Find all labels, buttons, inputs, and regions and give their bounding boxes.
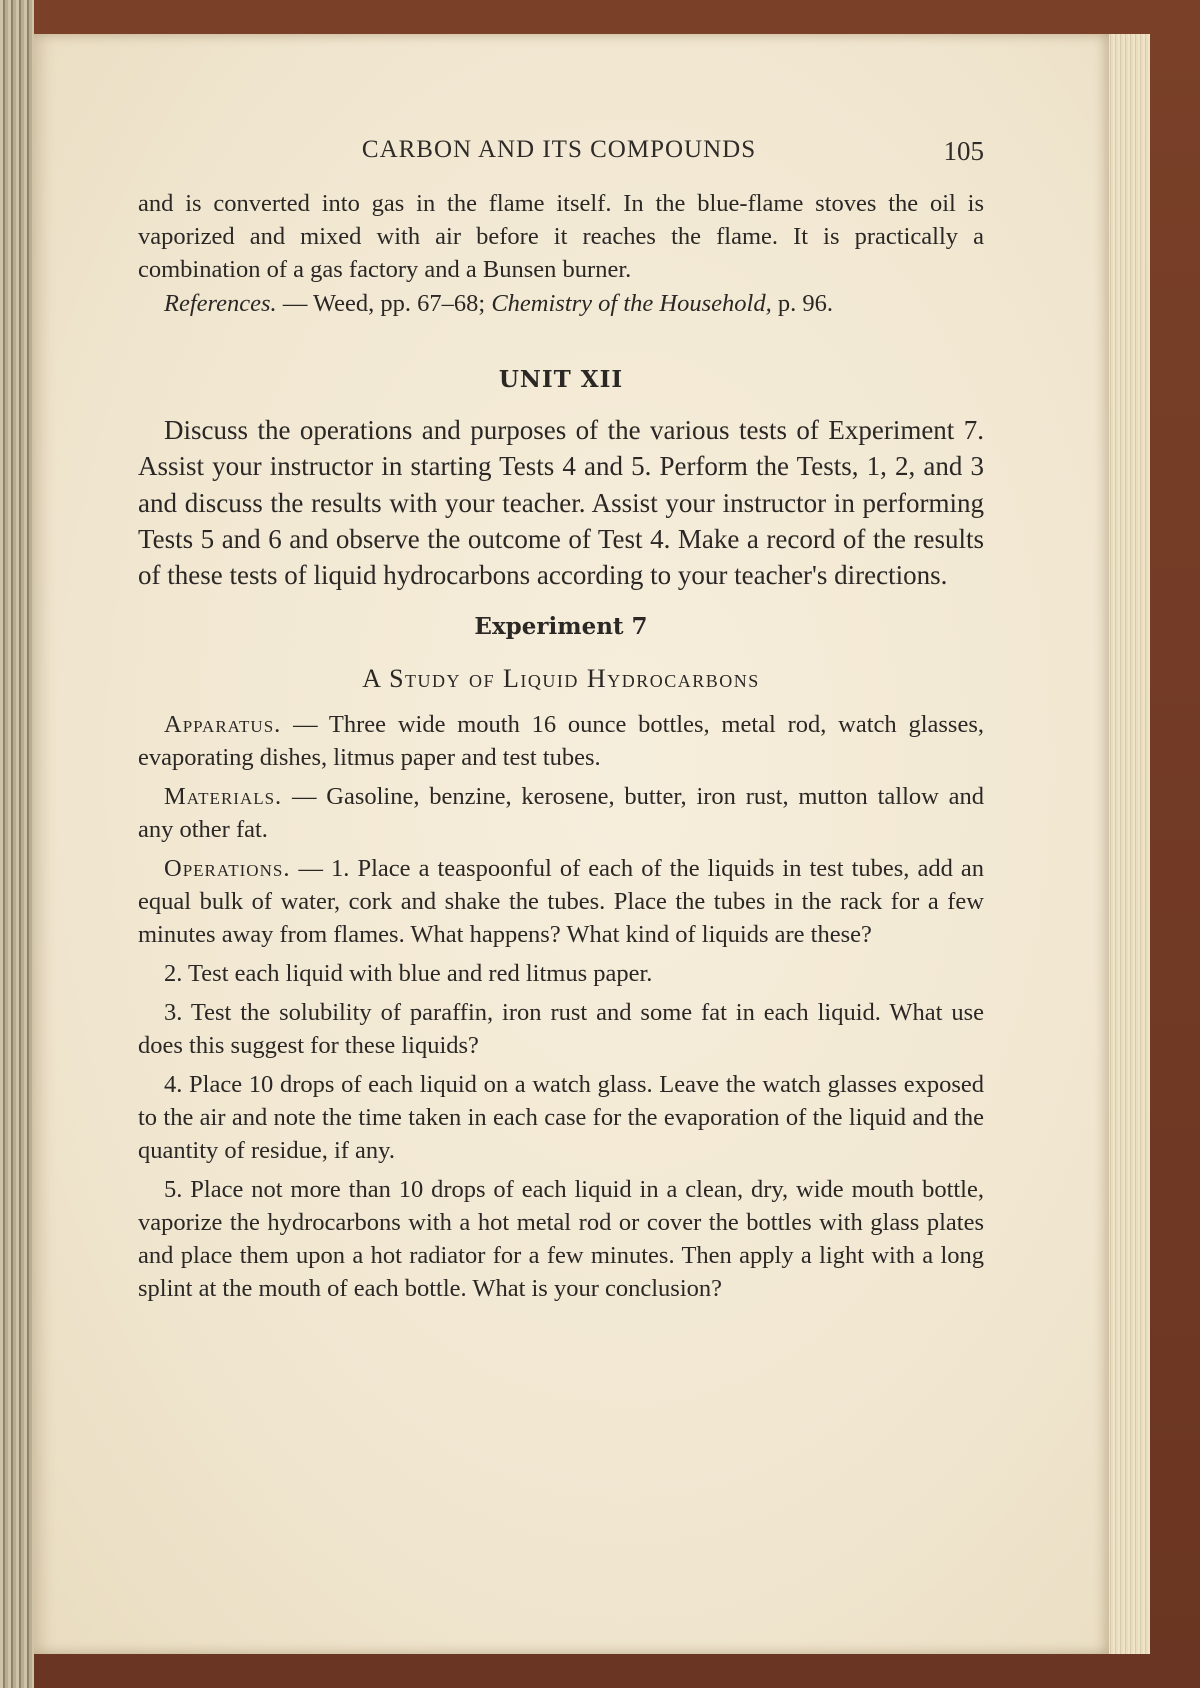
spine-edge [0,0,34,1688]
operation-step-3: 3. Test the solubility of paraffin, iron rust and some fat in each liquid. What use does this suggest for these liquids? [138,999,984,1060]
references-text-1: — Weed, pp. 67–68; [276,290,492,317]
unit-heading: UNIT XII [498,366,624,393]
apparatus-label: Apparatus. [164,711,282,739]
page-text [138,187,984,1305]
experiment-title: A Study of Liquid Hydrocarbons [362,664,760,694]
references-line [138,287,984,320]
materials-label: Materials. [164,783,283,811]
running-head-title: CARBON AND ITS COMPOUNDS [361,136,757,163]
operations-label: Operations. [164,855,291,883]
experiment-heading: Experiment 7 [474,613,648,641]
unit-paragraph: Discuss the operations and purposes of the various tests of Experiment 7. Assist your instructor in starting Tests 4 and 5. Perform the Tests, 1, 2, and 3 and discuss the results with your teacher. Assist your instructor in performing Tests 5 and 6 and observe the outcome of Test 4. Make a record of the results of these tests of liquid hydrocarbons according to your teacher's directions. [138,415,984,591]
references-label: References. [164,290,277,317]
materials-text: — Gasoline, benzine, kerosene, butter, iron rust, mutton tallow and any other fat. [138,783,984,844]
operation-step-2: 2. Test each liquid with blue and red litmus paper. [164,960,653,988]
operation-step-5: 5. Place not more than 10 drops of each liquid in a clean, dry, wide mouth bottle, vaporize the hydrocarbons with a hot metal rod or cover the bottles with glass plates and place them upon a hot radiator for a few minutes. Then apply a light with a long splint at the mouth of each bottle. What is your conclusion? [138,1176,984,1303]
book-page [34,34,1109,1654]
operations-paragraph [138,852,984,951]
running-head [134,136,984,176]
references-book-title: Chemistry of the Household, [491,290,772,317]
references-text-2: p. 96. [771,290,833,317]
apparatus-text: — Three wide mouth 16 ounce bottles, metal rod, watch glasses, evaporating dishes, litmus paper and test tubes. [138,711,984,772]
materials-paragraph [138,780,984,846]
apparatus-paragraph [138,708,984,774]
operation-step-4: 4. Place 10 drops of each liquid on a watch glass. Leave the watch glasses exposed to the air and note the time taken in each case for the evaporation of the liquid and the quantity of residue, if any. [138,1071,984,1165]
intro-paragraph: and is converted into gas in the flame itself. In the blue-flame stoves the oil is vaporized and mixed with air before it reaches the flame. It is practically a combination of a gas factory and a Bunsen burner. [138,190,984,283]
operations-text: — 1. Place a teaspoonful of each of the liquids in test tubes, add an equal bulk of water, cork and shake the tubes. Place the tubes in the rack for a few minutes away from flames. What happens? What kind of liquids are these? [138,855,984,949]
page-number: 105 [943,136,984,166]
